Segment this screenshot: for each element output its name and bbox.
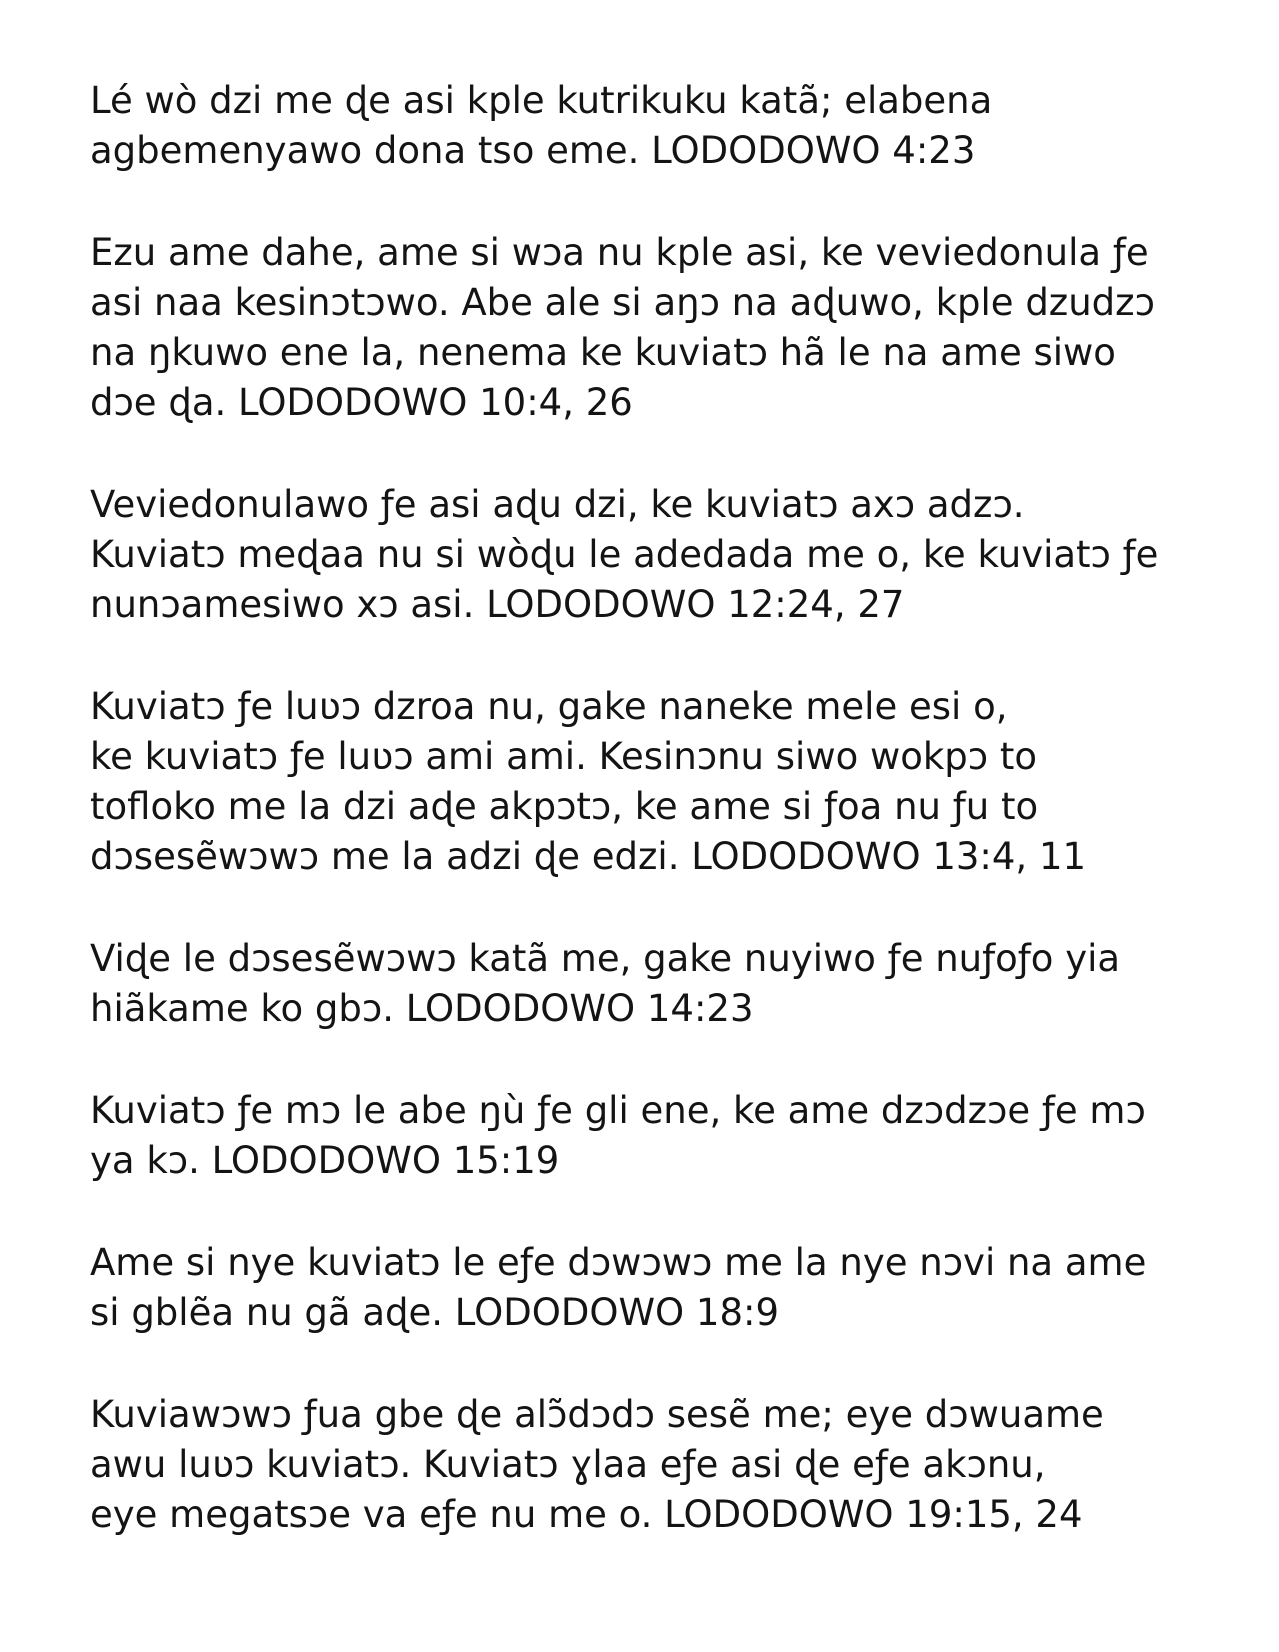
text-line: eye megatsɔe va eƒe nu me o. LODODOWO 19:15, 24	[90, 1493, 1083, 1536]
text-line: dɔsesẽwɔwɔ me la adzi ɖe edzi. LODODOWO 13:4, 11	[90, 835, 1087, 878]
text-line: Viɖe le dɔsesẽwɔwɔ katã me, gake nuyiwo ƒe nuƒoƒo yia	[90, 937, 1121, 980]
verse-paragraph	[90, 480, 1210, 630]
verse-paragraph	[90, 1390, 1210, 1540]
text-line: tofloko me la dzi aɖe akpɔtɔ, ke ame si ƒoa nu ƒu to	[90, 785, 1039, 828]
text-line: dɔe ɖa. LODODOWO 10:4, 26	[90, 381, 633, 424]
text-line: Veviedonulawo ƒe asi aɖu dzi, ke kuviatɔ axɔ adzɔ.	[90, 483, 1025, 526]
verse-paragraph	[90, 1238, 1210, 1338]
document-page	[90, 76, 1210, 1592]
text-line: Lé wò dzi me ɖe asi kple kutrikuku katã; elabena	[90, 79, 993, 122]
verse-paragraph	[90, 682, 1210, 882]
text-line: Kuviawɔwɔ ƒua gbe ɖe alɔ̃dɔdɔ sesẽ me; eye dɔwuame	[90, 1393, 1104, 1436]
verse-paragraph	[90, 934, 1210, 1034]
text-line: Kuviatɔ ƒe luʋɔ dzroa nu, gake naneke mele esi o,	[90, 685, 1008, 728]
verse-paragraph	[90, 228, 1210, 428]
text-line: Ame si nye kuviatɔ le eƒe dɔwɔwɔ me la nye nɔvi na ame	[90, 1241, 1147, 1284]
text-line: Ezu ame dahe, ame si wɔa nu kple asi, ke veviedonula ƒe	[90, 231, 1149, 274]
text-line: Kuviatɔ meɖaa nu si wòɖu le adedada me o, ke kuviatɔ ƒe	[90, 533, 1159, 576]
verse-paragraph	[90, 1086, 1210, 1186]
text-line: na ŋkuwo ene la, nenema ke kuviatɔ hã le na ame siwo	[90, 331, 1116, 374]
verse-paragraph	[90, 76, 1210, 176]
text-line: ke kuviatɔ ƒe luʋɔ ami ami. Kesinɔnu siwo wokpɔ to	[90, 735, 1038, 778]
text-line: ya kɔ. LODODOWO 15:19	[90, 1139, 560, 1182]
text-line: hiãkame ko gbɔ. LODODOWO 14:23	[90, 987, 754, 1030]
text-line: si gblẽa nu gã aɖe. LODODOWO 18:9	[90, 1291, 779, 1334]
text-line: agbemenyawo dona tso eme. LODODOWO 4:23	[90, 129, 976, 172]
text-line: nunɔamesiwo xɔ asi. LODODOWO 12:24, 27	[90, 583, 905, 626]
text-line: awu luʋɔ kuviatɔ. Kuviatɔ ɣlaa eƒe asi ɖe eƒe akɔnu,	[90, 1443, 1046, 1486]
text-line: asi naa kesinɔtɔwo. Abe ale si aŋɔ na aɖuwo, kple dzudzɔ	[90, 281, 1155, 324]
text-line: Kuviatɔ ƒe mɔ le abe ŋù ƒe gli ene, ke ame dzɔdzɔe ƒe mɔ	[90, 1089, 1146, 1132]
